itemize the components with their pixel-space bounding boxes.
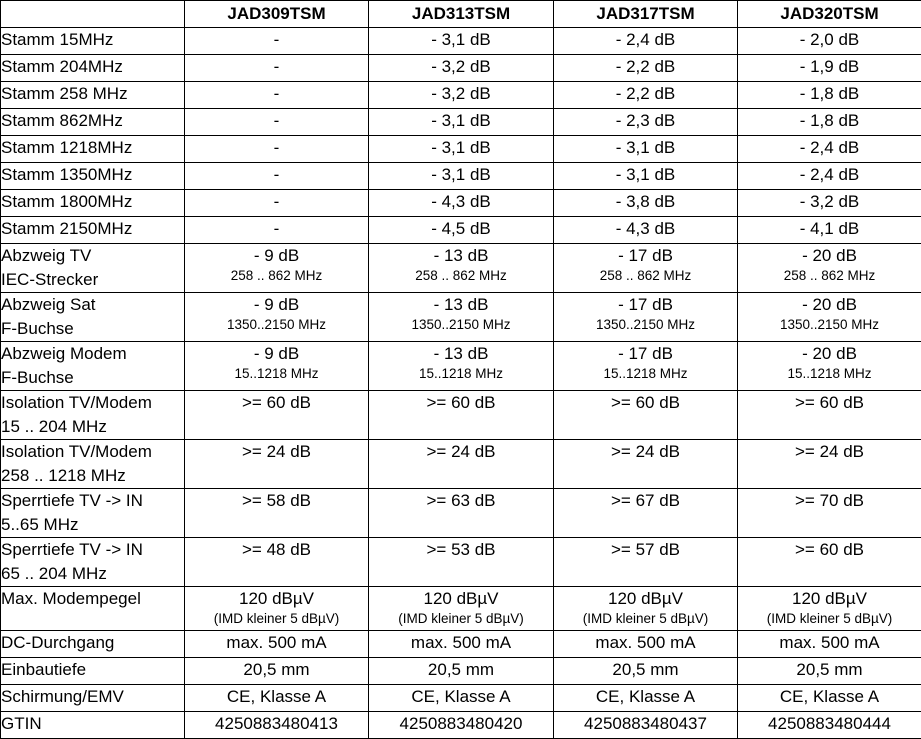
value-cell: [554, 587, 738, 631]
cell-value: - 17 dB: [554, 342, 737, 366]
value-cell: [738, 244, 921, 293]
value-cell: [554, 109, 738, 136]
row-label: [1, 217, 185, 244]
table-row: [1, 685, 921, 712]
row-label-subline: F-Buchse: [1, 317, 184, 341]
cell-note: (IMD kleiner 5 dBµV): [554, 611, 737, 627]
cell-value: -: [185, 163, 368, 187]
table-row: [1, 342, 921, 391]
cell-value: -: [185, 109, 368, 133]
table-row: [1, 244, 921, 293]
row-label: [1, 440, 185, 489]
row-label-subline: F-Buchse: [1, 366, 184, 390]
table-row: [1, 28, 921, 55]
value-cell: [738, 55, 921, 82]
cell-value: 4250883480420: [369, 712, 553, 736]
table-row: [1, 217, 921, 244]
value-cell: [369, 587, 554, 631]
cell-value: >= 70 dB: [738, 489, 921, 513]
cell-value: 120 dBµV: [554, 587, 737, 611]
cell-value: -: [185, 82, 368, 106]
value-cell: [369, 163, 554, 190]
value-cell: [369, 109, 554, 136]
value-cell: [554, 28, 738, 55]
cell-value: >= 63 dB: [369, 489, 553, 513]
value-cell: [185, 342, 369, 391]
value-cell: [554, 244, 738, 293]
cell-value: - 4,1 dB: [738, 217, 921, 241]
row-label-line: Schirmung/EMV: [1, 685, 184, 709]
table-row: [1, 538, 921, 587]
cell-value: - 4,3 dB: [369, 190, 553, 214]
cell-value: >= 57 dB: [554, 538, 737, 562]
cell-value: - 9 dB: [185, 342, 368, 366]
cell-value: - 9 dB: [185, 244, 368, 268]
cell-value: 20,5 mm: [738, 658, 921, 682]
cell-value: -: [185, 190, 368, 214]
row-label-line: GTIN: [1, 712, 184, 736]
row-label: [1, 391, 185, 440]
cell-value: >= 58 dB: [185, 489, 368, 513]
row-label-line: Stamm 1350MHz: [1, 163, 184, 187]
cell-value: - 13 dB: [369, 342, 553, 366]
value-cell: [554, 190, 738, 217]
value-cell: [738, 489, 921, 538]
value-cell: [369, 538, 554, 587]
cell-value: - 20 dB: [738, 293, 921, 317]
value-cell: [554, 489, 738, 538]
cell-value: - 9 dB: [185, 293, 368, 317]
cell-value: CE, Klasse A: [554, 685, 737, 709]
value-cell: [185, 391, 369, 440]
value-cell: [369, 712, 554, 739]
value-cell: [369, 440, 554, 489]
value-cell: [369, 82, 554, 109]
row-label-line: Stamm 862MHz: [1, 109, 184, 133]
cell-value: - 2,3 dB: [554, 109, 737, 133]
value-cell: [369, 489, 554, 538]
value-cell: [185, 136, 369, 163]
value-cell: [185, 631, 369, 658]
row-label-subline: 258 .. 1218 MHz: [1, 464, 184, 488]
cell-value: - 3,8 dB: [554, 190, 737, 214]
value-cell: [738, 440, 921, 489]
cell-value: - 3,1 dB: [369, 109, 553, 133]
value-cell: [185, 55, 369, 82]
cell-value: - 2,4 dB: [738, 163, 921, 187]
value-cell: [185, 190, 369, 217]
cell-note: 258 .. 862 MHz: [185, 268, 368, 284]
cell-value: - 4,5 dB: [369, 217, 553, 241]
cell-value: - 1,8 dB: [738, 82, 921, 106]
value-cell: [185, 163, 369, 190]
value-cell: [185, 244, 369, 293]
table-row: [1, 82, 921, 109]
value-cell: [369, 190, 554, 217]
row-label-line: Einbautiefe: [1, 658, 184, 682]
value-cell: [554, 440, 738, 489]
cell-note: 258 .. 862 MHz: [554, 268, 737, 284]
cell-value: max. 500 mA: [185, 631, 368, 655]
row-label-subline: 15 .. 204 MHz: [1, 415, 184, 439]
header-jad320tsm: JAD320TSM: [738, 1, 921, 28]
cell-value: - 1,9 dB: [738, 55, 921, 79]
cell-value: - 2,2 dB: [554, 55, 737, 79]
row-label: [1, 293, 185, 342]
cell-value: >= 24 dB: [185, 440, 368, 464]
header-row: [1, 1, 921, 28]
value-cell: [369, 28, 554, 55]
cell-note: 1350..2150 MHz: [185, 317, 368, 333]
row-label-line: Stamm 1800MHz: [1, 190, 184, 214]
value-cell: [554, 685, 738, 712]
cell-value: max. 500 mA: [554, 631, 737, 655]
cell-value: - 3,1 dB: [369, 163, 553, 187]
row-label: [1, 342, 185, 391]
value-cell: [738, 342, 921, 391]
value-cell: [738, 293, 921, 342]
value-cell: [554, 293, 738, 342]
cell-value: >= 67 dB: [554, 489, 737, 513]
cell-value: CE, Klasse A: [185, 685, 368, 709]
value-cell: [369, 658, 554, 685]
row-label: [1, 28, 185, 55]
value-cell: [554, 82, 738, 109]
cell-value: >= 60 dB: [738, 391, 921, 415]
cell-value: - 3,1 dB: [554, 163, 737, 187]
row-label-line: Sperrtiefe TV -> IN: [1, 489, 184, 513]
table-row: [1, 109, 921, 136]
cell-value: max. 500 mA: [369, 631, 553, 655]
row-label: [1, 489, 185, 538]
value-cell: [738, 109, 921, 136]
cell-value: max. 500 mA: [738, 631, 921, 655]
value-cell: [185, 538, 369, 587]
cell-value: - 1,8 dB: [738, 109, 921, 133]
cell-note: 1350..2150 MHz: [738, 317, 921, 333]
value-cell: [738, 190, 921, 217]
cell-note: 258 .. 862 MHz: [738, 268, 921, 284]
row-label-line: Isolation TV/Modem: [1, 440, 184, 464]
cell-value: >= 60 dB: [185, 391, 368, 415]
cell-value: 4250883480444: [738, 712, 921, 736]
cell-value: - 13 dB: [369, 244, 553, 268]
cell-value: CE, Klasse A: [369, 685, 553, 709]
cell-note: (IMD kleiner 5 dBµV): [738, 611, 921, 627]
row-label: [1, 55, 185, 82]
row-label-subline: 65 .. 204 MHz: [1, 562, 184, 586]
cell-value: -: [185, 217, 368, 241]
value-cell: [738, 658, 921, 685]
cell-value: >= 60 dB: [369, 391, 553, 415]
value-cell: [738, 28, 921, 55]
value-cell: [185, 658, 369, 685]
value-cell: [554, 538, 738, 587]
value-cell: [369, 342, 554, 391]
row-label-subline: IEC-Strecker: [1, 268, 184, 292]
cell-value: >= 24 dB: [554, 440, 737, 464]
value-cell: [738, 163, 921, 190]
row-label: [1, 163, 185, 190]
value-cell: [185, 587, 369, 631]
cell-value: 4250883480413: [185, 712, 368, 736]
cell-value: - 4,3 dB: [554, 217, 737, 241]
value-cell: [369, 631, 554, 658]
value-cell: [738, 217, 921, 244]
row-label: [1, 685, 185, 712]
cell-value: 20,5 mm: [554, 658, 737, 682]
cell-value: -: [185, 55, 368, 79]
row-label-line: Isolation TV/Modem: [1, 391, 184, 415]
value-cell: [185, 293, 369, 342]
cell-value: - 3,1 dB: [369, 136, 553, 160]
cell-value: 4250883480437: [554, 712, 737, 736]
row-label: [1, 109, 185, 136]
table-row: [1, 489, 921, 538]
value-cell: [369, 293, 554, 342]
row-label-subline: 5..65 MHz: [1, 513, 184, 537]
cell-value: >= 24 dB: [738, 440, 921, 464]
table-row: [1, 55, 921, 82]
header-jad317tsm: JAD317TSM: [554, 1, 738, 28]
table-row: [1, 631, 921, 658]
value-cell: [554, 136, 738, 163]
cell-value: 120 dBµV: [185, 587, 368, 611]
row-label-line: Max. Modempegel: [1, 587, 184, 611]
cell-note: 1350..2150 MHz: [369, 317, 553, 333]
cell-value: - 17 dB: [554, 244, 737, 268]
row-label-line: Stamm 2150MHz: [1, 217, 184, 241]
value-cell: [369, 136, 554, 163]
value-cell: [554, 712, 738, 739]
cell-note: 258 .. 862 MHz: [369, 268, 553, 284]
value-cell: [369, 391, 554, 440]
value-cell: [738, 82, 921, 109]
cell-value: >= 48 dB: [185, 538, 368, 562]
cell-value: 20,5 mm: [185, 658, 368, 682]
cell-note: 15..1218 MHz: [554, 366, 737, 382]
row-label-line: DC-Durchgang: [1, 631, 184, 655]
row-label-line: Abzweig Modem: [1, 342, 184, 366]
value-cell: [554, 217, 738, 244]
cell-value: - 13 dB: [369, 293, 553, 317]
row-label: [1, 631, 185, 658]
table-row: [1, 163, 921, 190]
cell-note: (IMD kleiner 5 dBµV): [369, 611, 553, 627]
value-cell: [185, 217, 369, 244]
cell-value: - 3,2 dB: [738, 190, 921, 214]
row-label-line: Stamm 258 MHz: [1, 82, 184, 106]
cell-value: - 3,2 dB: [369, 55, 553, 79]
value-cell: [554, 658, 738, 685]
table-row: [1, 190, 921, 217]
header-jad313tsm: JAD313TSM: [369, 1, 554, 28]
cell-note: 15..1218 MHz: [185, 366, 368, 382]
header-jad309tsm: JAD309TSM: [185, 1, 369, 28]
value-cell: [738, 391, 921, 440]
cell-value: - 2,4 dB: [554, 28, 737, 52]
cell-value: - 3,1 dB: [554, 136, 737, 160]
header-corner: [1, 1, 185, 28]
value-cell: [738, 587, 921, 631]
value-cell: [738, 136, 921, 163]
value-cell: [369, 217, 554, 244]
row-label-line: Stamm 1218MHz: [1, 136, 184, 160]
row-label-line: Abzweig TV: [1, 244, 184, 268]
value-cell: [185, 440, 369, 489]
row-label: [1, 538, 185, 587]
value-cell: [554, 342, 738, 391]
value-cell: [554, 391, 738, 440]
cell-value: - 2,0 dB: [738, 28, 921, 52]
row-label-line: Stamm 204MHz: [1, 55, 184, 79]
value-cell: [554, 631, 738, 658]
cell-note: 15..1218 MHz: [369, 366, 553, 382]
cell-value: 120 dBµV: [369, 587, 553, 611]
row-label: [1, 136, 185, 163]
row-label: [1, 244, 185, 293]
value-cell: [738, 685, 921, 712]
table-row: [1, 440, 921, 489]
cell-value: CE, Klasse A: [738, 685, 921, 709]
table-row: [1, 293, 921, 342]
row-label-line: Stamm 15MHz: [1, 28, 184, 52]
cell-value: >= 60 dB: [738, 538, 921, 562]
value-cell: [369, 685, 554, 712]
cell-value: - 17 dB: [554, 293, 737, 317]
row-label: [1, 82, 185, 109]
cell-value: - 20 dB: [738, 244, 921, 268]
value-cell: [554, 163, 738, 190]
cell-value: - 2,2 dB: [554, 82, 737, 106]
value-cell: [185, 489, 369, 538]
cell-note: 15..1218 MHz: [738, 366, 921, 382]
table-row: [1, 587, 921, 631]
row-label: [1, 190, 185, 217]
value-cell: [738, 712, 921, 739]
value-cell: [185, 685, 369, 712]
cell-value: - 2,4 dB: [738, 136, 921, 160]
cell-note: 1350..2150 MHz: [554, 317, 737, 333]
value-cell: [369, 244, 554, 293]
table-row: [1, 136, 921, 163]
value-cell: [185, 28, 369, 55]
value-cell: [185, 109, 369, 136]
table-row: [1, 391, 921, 440]
cell-value: -: [185, 28, 368, 52]
cell-value: >= 24 dB: [369, 440, 553, 464]
spec-table-body: [1, 28, 921, 739]
row-label: [1, 587, 185, 631]
value-cell: [738, 538, 921, 587]
cell-value: >= 53 dB: [369, 538, 553, 562]
value-cell: [738, 631, 921, 658]
value-cell: [185, 82, 369, 109]
row-label: [1, 712, 185, 739]
table-row: [1, 712, 921, 739]
cell-value: - 20 dB: [738, 342, 921, 366]
value-cell: [369, 55, 554, 82]
cell-value: - 3,1 dB: [369, 28, 553, 52]
table-row: [1, 658, 921, 685]
row-label: [1, 658, 185, 685]
row-label-line: Abzweig Sat: [1, 293, 184, 317]
cell-value: -: [185, 136, 368, 160]
cell-value: >= 60 dB: [554, 391, 737, 415]
value-cell: [554, 55, 738, 82]
cell-value: 20,5 mm: [369, 658, 553, 682]
value-cell: [185, 712, 369, 739]
cell-note: (IMD kleiner 5 dBµV): [185, 611, 368, 627]
cell-value: 120 dBµV: [738, 587, 921, 611]
cell-value: - 3,2 dB: [369, 82, 553, 106]
row-label-line: Sperrtiefe TV -> IN: [1, 538, 184, 562]
